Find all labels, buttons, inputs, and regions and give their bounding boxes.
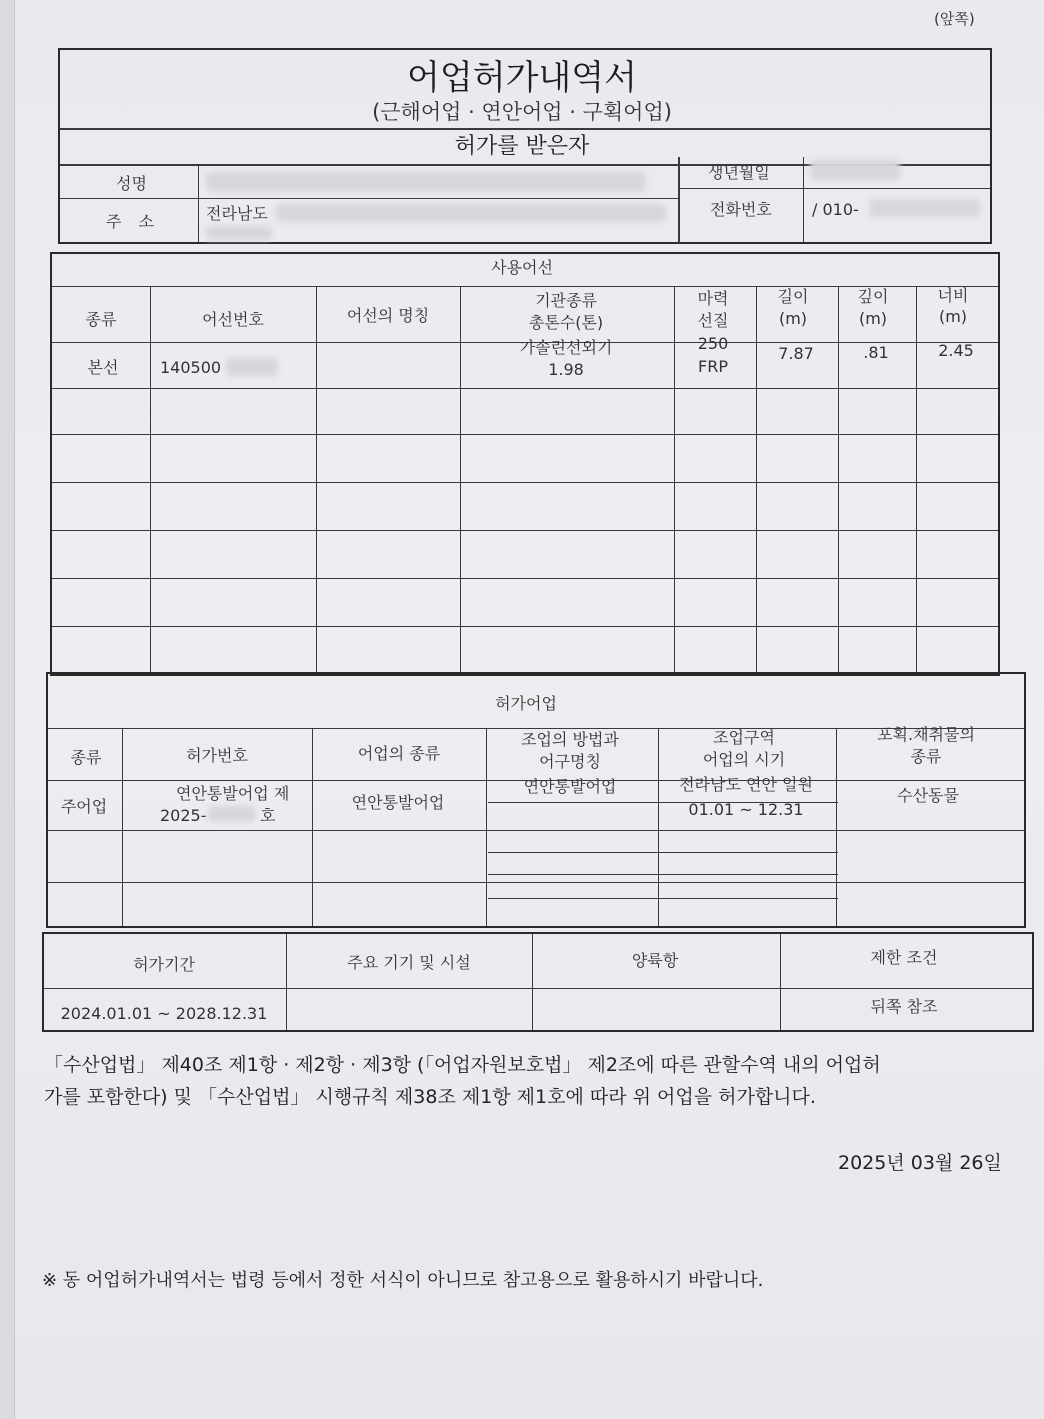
terms-restriction-value: 뒤쪽 참조 [870, 997, 938, 1016]
redacted-name [206, 172, 646, 192]
fishery-permit-prefix: 2025- [160, 806, 207, 825]
fishery-header-season: 어업의 시기 [702, 750, 786, 769]
vessel-header-engine: 기관종류 [535, 291, 597, 310]
vessel-number: 140500 [160, 358, 222, 377]
page-side-label: (앞쪽) [934, 10, 975, 28]
vessel-header-width-unit: (m) [938, 307, 968, 326]
fishery-gear: 연안통발어업 [523, 777, 617, 796]
redacted-address-2 [206, 226, 272, 240]
terms-header-equipment: 주요 기기 및 시설 [347, 953, 471, 972]
vessel-header-name: 어선의 명칭 [346, 306, 430, 325]
vessel-header-material: 선질 [697, 311, 729, 330]
vessel-hp: 250 [697, 334, 729, 353]
vessel-header-length-unit: (m) [778, 309, 808, 328]
address-value: 전라남도 [206, 204, 268, 223]
vessel-header-hp: 마력 [697, 289, 729, 308]
vessel-header-type: 종류 [85, 310, 117, 329]
fishery-header-area: 조업구역 [713, 728, 775, 747]
reference-notice: ※ 동 어업허가내역서는 법령 등에서 정한 서식이 아니므로 참고용으로 활용하시기 바랍니다. [42, 1270, 764, 1291]
document-title: 어업허가내역서 [407, 58, 637, 98]
phone-label: 전화번호 [710, 200, 772, 219]
fishery-area: 전라남도 연안 일원 [679, 775, 813, 794]
vessel-type: 본선 [87, 358, 119, 377]
vessel-section-title: 사용어선 [491, 258, 553, 277]
vessel-length: 7.87 [778, 344, 814, 363]
fishery-permit-line1: 연안통발어업 제 [176, 784, 290, 803]
terms-header-restriction: 제한 조건 [870, 948, 938, 967]
issue-date: 2025년 03월 26일 [838, 1152, 1002, 1174]
terms-header-port: 양륙항 [631, 951, 679, 970]
redacted-birth [810, 160, 900, 180]
fishery-type: 주어업 [60, 797, 108, 816]
address-label: 주 소 [106, 212, 160, 231]
fishery-header-permit: 허가번호 [186, 746, 248, 765]
fishery-section-title: 허가어업 [495, 694, 557, 713]
redacted-vessel-number [226, 358, 278, 376]
vessel-header-depth-unit: (m) [858, 309, 888, 328]
vessel-header-width: 너비 [937, 286, 969, 305]
redacted-address [276, 204, 666, 222]
terms-period-value: 2024.01.01 ~ 2028.12.31 [60, 1004, 268, 1023]
vessel-header-length: 길이 [777, 287, 809, 306]
vessel-material: FRP [698, 357, 728, 376]
vessel-table [50, 252, 1000, 676]
fishery-header-type: 종류 [70, 748, 102, 767]
vessel-header-tonnage: 총톤수(톤) [528, 313, 604, 332]
fishery-header-method: 조업의 방법과 [521, 730, 619, 749]
redacted-permit-number [208, 806, 256, 822]
phone-value: / 010- [812, 200, 859, 219]
fishery-header-catch-kind: 종류 [910, 747, 942, 766]
birth-label: 생년월일 [708, 163, 770, 182]
name-label: 성명 [116, 174, 147, 193]
vessel-tonnage: 1.98 [548, 360, 584, 379]
background-edge [0, 0, 15, 1419]
terms-header-period: 허가기간 [133, 955, 195, 974]
vessel-depth: .81 [863, 343, 889, 362]
fishery-header-gear: 어구명칭 [539, 752, 601, 771]
fishery-header-kind: 어업의 종류 [357, 744, 441, 763]
fishery-header-catch: 포획.채취물의 [877, 725, 975, 744]
vessel-width: 2.45 [938, 341, 974, 360]
legal-text-line1: 「수산업법」 제40조 제1항 · 제2항 · 제3항 (「어업자원보호법」 제2조에 따른 관할수역 내의 어업허 [44, 1054, 881, 1076]
vessel-engine: 가솔린선외기 [519, 338, 613, 357]
redacted-phone [870, 199, 980, 217]
fishery-season: 01.01 ~ 12.31 [688, 800, 804, 819]
holder-section-title: 허가를 받은자 [454, 134, 590, 159]
document-subtitle: (근해어업 · 연안어업 · 구획어업) [372, 100, 672, 124]
fishery-catch: 수산동물 [897, 786, 959, 805]
fishery-permit-suffix: 호 [260, 806, 276, 825]
legal-text-line2: 가를 포함한다) 및 「수산업법」 시행규칙 제38조 제1항 제1호에 따라 위 어업을 허가합니다. [44, 1086, 816, 1108]
vessel-header-depth: 깊이 [857, 287, 889, 306]
fishery-kind: 연안통발어업 [351, 793, 445, 812]
vessel-header-number: 어선번호 [202, 310, 264, 329]
